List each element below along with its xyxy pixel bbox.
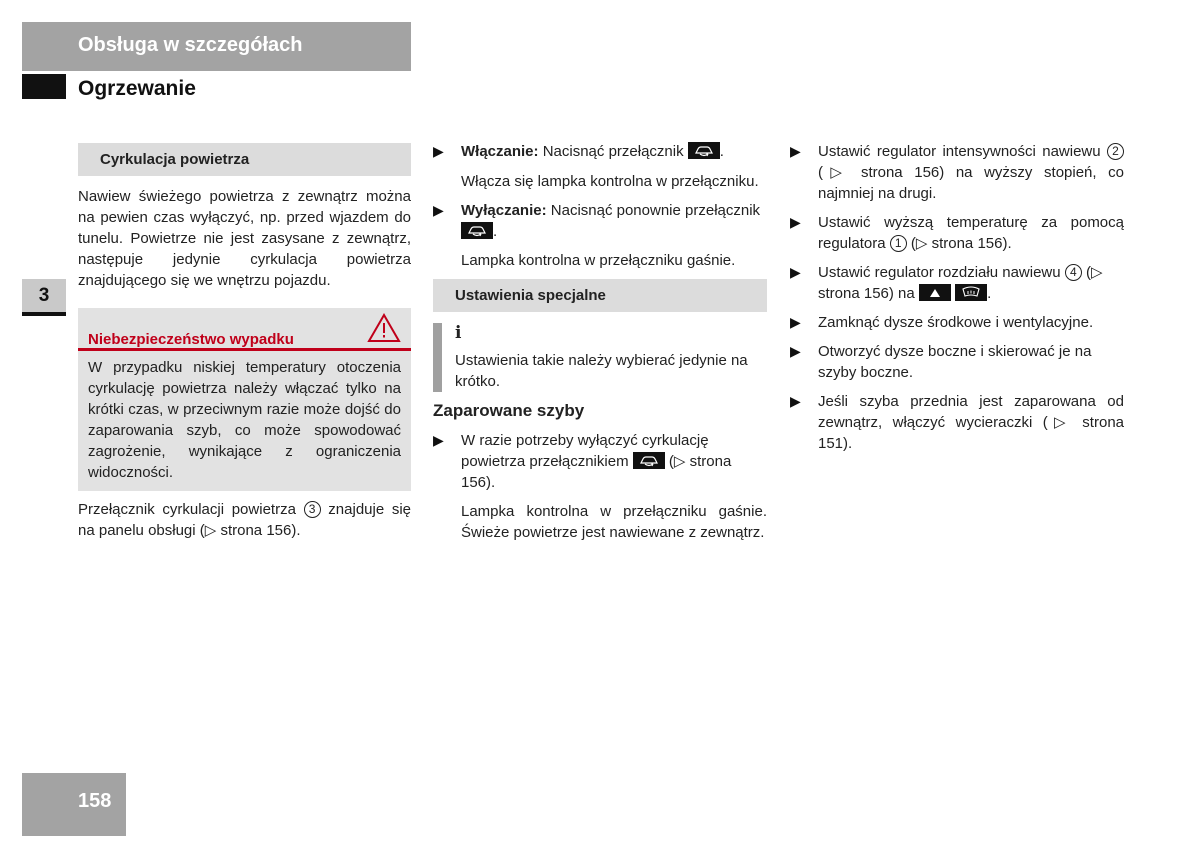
item-text: (▷ strona 156) na wyższy stopień, co najmniej na drugi. — [818, 164, 1124, 202]
warning-triangle-icon — [367, 313, 401, 343]
fog-text-a: W razie potrzeby wyłączyć cyrkulację powietrza przełącznikiem — [461, 432, 709, 470]
section-marker — [22, 74, 66, 99]
fog-result: Lampka kontrolna w przełączniku gaśnie. Świeże powietrze jest nawiewane z zewnątrz. — [461, 503, 767, 541]
special-heading: Ustawienia specjalne — [433, 279, 767, 312]
callout-number: 3 — [304, 501, 321, 518]
arrow-icon: ▶ — [433, 202, 444, 218]
off-label: Wyłączanie: — [461, 202, 547, 219]
item-text: Otworzyć dysze boczne i skierować je na szyby boczne. — [818, 343, 1092, 381]
item-text: Ustawić wyższą temperaturę za pomocą regulatora — [818, 214, 1124, 252]
off-text: Nacisnąć ponownie przełącznik — [550, 202, 761, 219]
intro-paragraph: Nawiew świeżego powietrza z zewnątrz można na pewien czas wyłączyć, np. przed wjazdem do tunelu. Powietrze nie jest zasysane z zewnątrz, następuje jedynie cyrkulacja powietrza znajdującego się we wnętrzu pojazdu. — [78, 188, 411, 289]
arrow-icon: ▶ — [433, 432, 444, 448]
on-text: Nacisnąć przełącznik — [542, 143, 684, 160]
warning-title: Niebezpieczeństwo wypadku — [88, 331, 294, 348]
arrow-icon: ▶ — [790, 393, 801, 409]
switch-text-b: znajduje się na panelu obsługi (▷ strona 156). — [78, 501, 412, 539]
column-1 — [78, 143, 411, 541]
switch-paragraph — [78, 499, 411, 541]
column-3 — [790, 141, 1124, 454]
arrow-icon: ▶ — [433, 143, 444, 159]
header-title: Obsługa w szczegółach — [78, 34, 303, 56]
section-title: Ogrzewanie — [78, 77, 196, 100]
warning-text: W przypadku niskiej temperatury otoczenia cyrkulację powietrza należy włączać tylko na krótki czas, w przeciwnym razie może dojść do zaparowania szyb, co może spowodować zagrożenie, wynikające z ograniczenia widoczności. — [88, 359, 401, 481]
list-item — [790, 341, 1124, 383]
arrow-icon: ▶ — [790, 314, 801, 330]
windshield-defrost-icon — [955, 284, 987, 301]
callout-number: 1 — [890, 235, 907, 252]
list-item — [790, 391, 1124, 454]
on-result: Włącza się lampka kontrolna w przełączniku. — [461, 173, 759, 190]
step-on: ▶ Włączanie: Nacisnąć przełącznik . — [433, 143, 724, 160]
callout-number: 2 — [1107, 143, 1124, 160]
item-text: (▷ strona 156). — [910, 235, 1012, 252]
subsection-heading: Cyrkulacja powietrza — [78, 143, 411, 176]
callout-number: 4 — [1065, 264, 1082, 281]
warning-box — [78, 308, 411, 491]
item-text: Ustawić regulator intensywności nawiewu — [818, 143, 1101, 160]
step-off: ▶ Wyłączanie: Nacisnąć ponownie przełącznik . — [433, 202, 761, 240]
chapter-tab: 3 — [22, 279, 66, 316]
step-fog — [433, 430, 767, 493]
list-item — [790, 141, 1124, 204]
item-text: Ustawić regulator rozdziału nawiewu — [818, 264, 1061, 281]
info-text: Ustawienia takie należy wybierać jedynie na krótko. — [455, 352, 748, 390]
list-item — [790, 312, 1124, 333]
list-item — [790, 212, 1124, 254]
item-text: Zamknąć dysze środkowe i wentylacyjne. — [818, 314, 1094, 331]
fog-heading: Zaparowane szyby — [433, 401, 585, 420]
fog-text-b: (▷ strona 156). — [461, 453, 732, 491]
on-label: Włączanie: — [461, 143, 539, 160]
arrow-up-button-icon — [919, 284, 951, 301]
recirculation-button-icon — [633, 452, 665, 469]
recirculation-button-icon — [688, 142, 720, 159]
arrow-icon: ▶ — [790, 343, 801, 359]
page-number: 158 — [78, 790, 112, 812]
arrow-icon: ▶ — [790, 214, 801, 230]
off-result: Lampka kontrolna w przełączniku gaśnie. — [461, 252, 736, 269]
switch-text-a: Przełącznik cyrkulacji powietrza — [78, 501, 296, 518]
list-item: ▶ Ustawić regulator rozdziału nawiewu 4 (▷ strona 156) na . — [790, 264, 1103, 302]
recirculation-button-icon — [461, 222, 493, 239]
arrow-icon: ▶ — [790, 143, 801, 159]
column-2 — [433, 141, 767, 543]
arrow-icon: ▶ — [790, 264, 801, 280]
info-box — [433, 323, 767, 392]
warning-header — [78, 308, 411, 351]
item-text: Jeśli szyba przednia jest zaparowana od zewnątrz, włączyć wycieraczki (▷ strona 151). — [818, 393, 1124, 452]
info-icon: i — [455, 323, 462, 343]
item-text: (▷ strona 156) na — [818, 264, 1103, 302]
